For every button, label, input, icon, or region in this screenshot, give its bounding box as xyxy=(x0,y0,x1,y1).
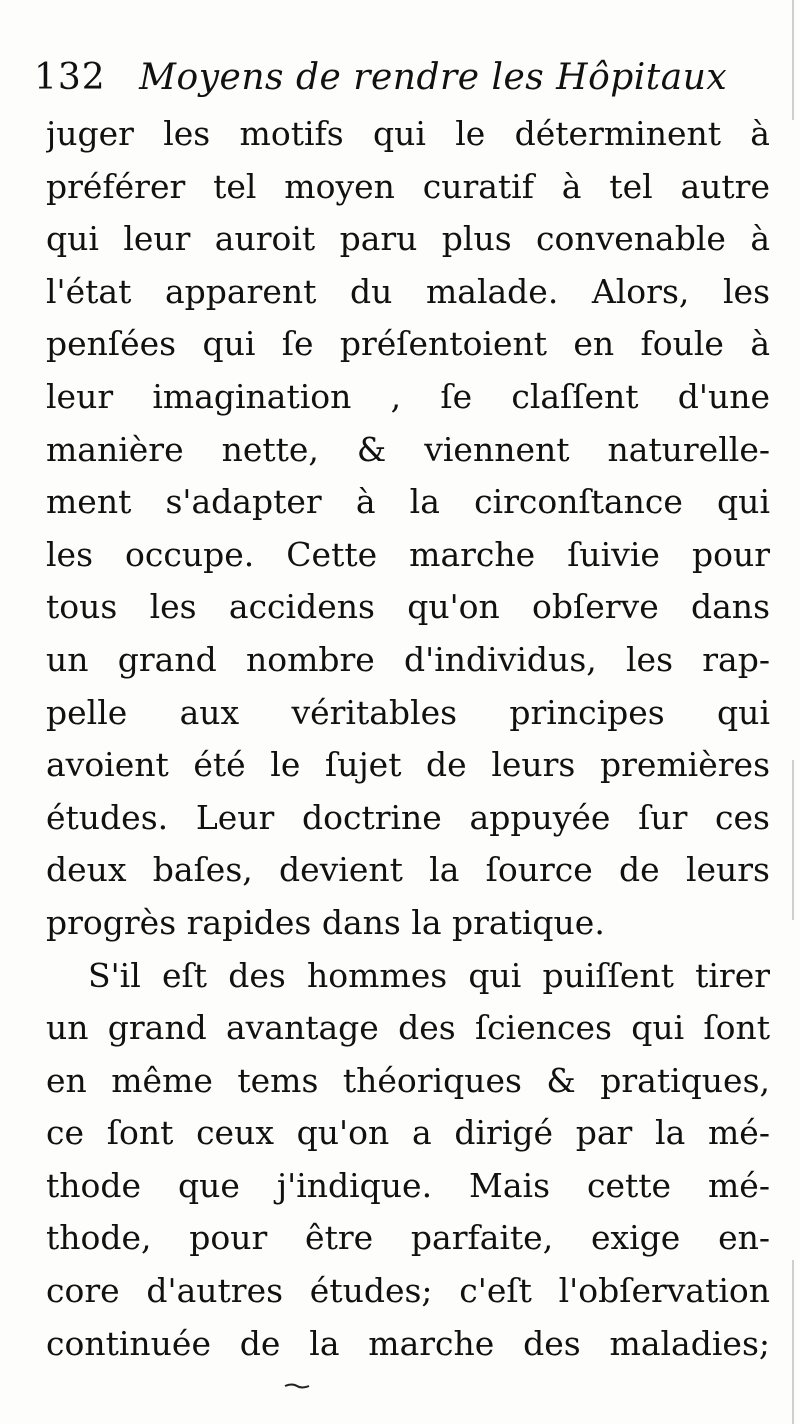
page-header xyxy=(34,48,774,108)
page-edge-shadow xyxy=(792,760,794,920)
text-line: qui leur auroit paru plus convenable à xyxy=(46,219,770,259)
text-line: deux baſes, devient la ſource de leurs xyxy=(46,850,770,890)
text-line: progrès rapides dans la pratique. xyxy=(46,902,605,942)
text-line: préférer tel moyen curatif à tel autre xyxy=(46,166,770,206)
text-line: core d'autres études; c'eſt l'obſervation xyxy=(46,1271,770,1311)
text-line: continuée de la marche des maladies; xyxy=(46,1323,770,1363)
text-line: un grand avantage des ſciences qui ſont xyxy=(46,1008,770,1048)
page-edge-shadow xyxy=(792,0,794,120)
text-line: leur imagination , ſe claſſent d'une xyxy=(46,376,770,416)
text-line: un grand nombre d'individus, les rap- xyxy=(46,639,770,679)
text-line: tous les accidens qu'on obſerve dans xyxy=(46,587,770,627)
text-line: études. Leur doctrine appuyée ſur ces xyxy=(46,797,770,837)
page-number: 132 xyxy=(34,57,106,98)
text-line: avoient été le ſujet de leurs premières xyxy=(46,745,770,785)
text-line: S'il eſt des hommes qui puiſſent tirer xyxy=(88,955,770,995)
text-line: l'état apparent du malade. Alors, les xyxy=(46,271,770,311)
text-line: penſées qui ſe préſentoient en foule à xyxy=(46,324,770,364)
printer-mark xyxy=(284,1380,310,1386)
text-line: ce ſont ceux qu'on a dirigé par la mé- xyxy=(46,1113,770,1153)
text-line: thode que j'indique. Mais cette mé- xyxy=(46,1165,770,1205)
body-text xyxy=(46,108,770,1370)
text-line: ment s'adapter à la circonſtance qui xyxy=(46,482,770,522)
text-line: pelle aux véritables principes qui xyxy=(46,692,770,732)
page-edge-shadow xyxy=(792,1260,794,1424)
text-line: juger les motifs qui le déterminent à xyxy=(46,114,770,153)
running-title: Moyens de rendre les Hôpitaux xyxy=(139,57,728,98)
text-line: en même tems théoriques & pratiques, xyxy=(46,1060,770,1100)
text-line: manière nette, & viennent naturelle- xyxy=(46,429,770,469)
text-line: thode, pour être parfaite, exige en- xyxy=(46,1218,770,1258)
printer-mark-icon xyxy=(284,1382,310,1390)
text-line: les occupe. Cette marche ſuivie pour xyxy=(46,534,770,574)
